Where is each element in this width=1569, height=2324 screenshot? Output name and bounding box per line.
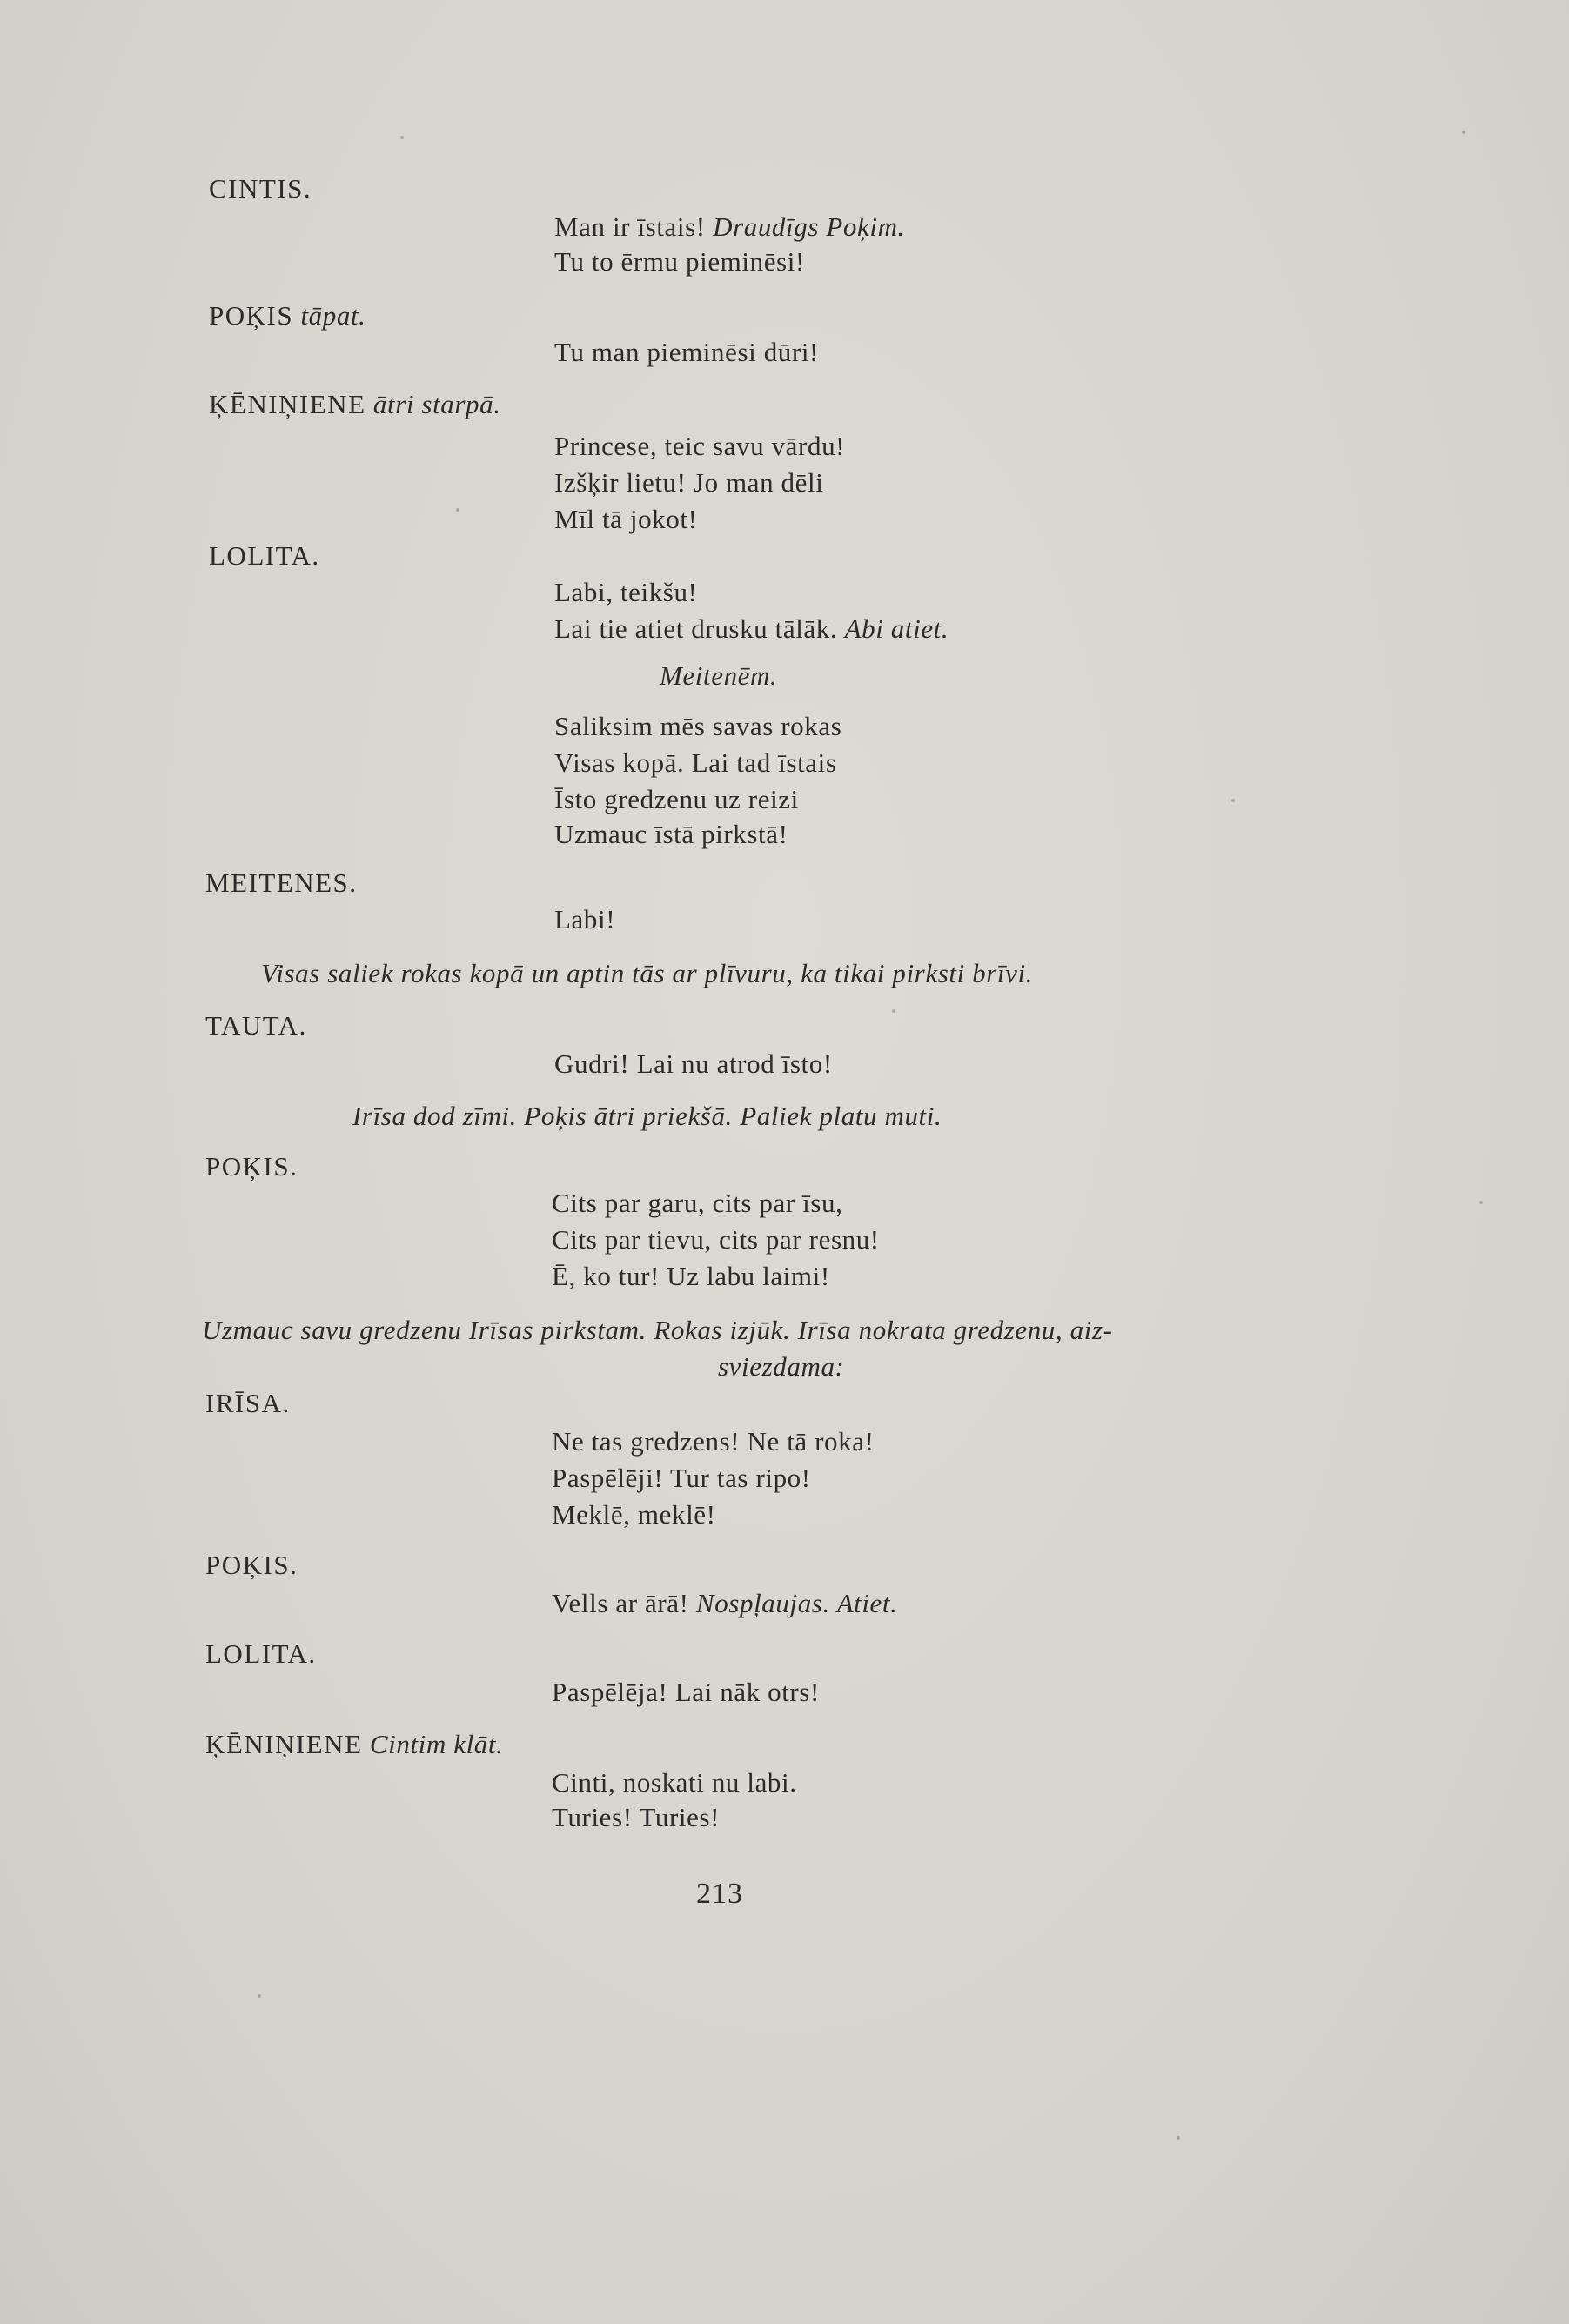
verse-line: Mīl tā jokot! bbox=[554, 504, 698, 534]
verse-line: Visas kopā. Lai tad īstais bbox=[554, 747, 837, 778]
verse-line: Saliksim mēs savas rokas bbox=[554, 711, 842, 741]
verse-line: Cits par tievu, cits par resnu! bbox=[552, 1224, 880, 1255]
stage-direction: Nospļaujas. Atiet. bbox=[695, 1588, 898, 1618]
scan-speck bbox=[1231, 799, 1235, 802]
scan-speck bbox=[892, 1009, 895, 1013]
verse-line: Tu man pieminēsi dūri! bbox=[554, 337, 819, 367]
stage-direction: ātri starpā. bbox=[372, 389, 501, 419]
verse-line: Meklē, meklē! bbox=[552, 1499, 716, 1530]
verse-line: Ē, ko tur! Uz labu laimi! bbox=[552, 1261, 830, 1291]
verse-text: Vells ar ārā! bbox=[552, 1588, 689, 1618]
verse-line: Paspēlēja! Lai nāk otrs! bbox=[552, 1677, 820, 1707]
verse-line bbox=[552, 1585, 897, 1622]
verse-line: Princese, teic savu vārdu! bbox=[554, 431, 846, 461]
speaker-lolita: LOLITA. bbox=[209, 540, 320, 571]
verse-line: Ne tas gredzens! Ne tā roka! bbox=[552, 1426, 875, 1457]
stage-direction: Meitenēm. bbox=[660, 660, 778, 691]
speaker-keninione: ĶĒNIŅIENE bbox=[209, 389, 366, 419]
stage-direction: Cintim klāt. bbox=[369, 1729, 504, 1759]
scan-speck bbox=[258, 1994, 261, 1998]
scan-speck bbox=[1177, 2136, 1180, 2140]
scan-speck bbox=[456, 508, 459, 512]
speaker-pokis: POĶIS bbox=[209, 300, 294, 331]
speaker-pokis: POĶIS. bbox=[205, 1151, 298, 1182]
speaker-line bbox=[205, 1726, 503, 1763]
stage-direction: Irīsa dod zīmi. Poķis ātri priekšā. Paliek platu muti. bbox=[352, 1101, 942, 1131]
speaker-tauta: TAUTA. bbox=[205, 1010, 307, 1041]
verse-line: Cinti, noskati nu labi. bbox=[552, 1767, 797, 1798]
verse-line: Īsto gredzenu uz reizi bbox=[554, 784, 799, 814]
verse-line: Cits par garu, cits par īsu, bbox=[552, 1188, 843, 1218]
scan-speck bbox=[1462, 131, 1465, 134]
speaker-cintis: CINTIS. bbox=[209, 173, 312, 204]
verse-line bbox=[554, 209, 905, 245]
stage-direction: tāpat. bbox=[300, 300, 366, 331]
scan-speck bbox=[400, 136, 404, 139]
stage-direction: Abi atiet. bbox=[844, 613, 949, 644]
speaker-line bbox=[209, 386, 501, 423]
verse-line: Tu to ērmu pieminēsi! bbox=[554, 246, 805, 277]
verse-line: Paspēlēji! Tur tas ripo! bbox=[552, 1463, 811, 1493]
stage-direction: Visas saliek rokas kopā un aptin tās ar plīvuru, ka tikai pirksti brīvi. bbox=[261, 958, 1034, 988]
verse-line: Uzmauc īstā pirkstā! bbox=[554, 819, 788, 849]
stage-direction: sviezdama: bbox=[718, 1351, 845, 1382]
stage-direction: Draudīgs Poķim. bbox=[713, 211, 905, 242]
speaker-lolita: LOLITA. bbox=[205, 1638, 317, 1669]
speaker-meitenes: MEITENES. bbox=[205, 867, 358, 898]
verse-line bbox=[554, 611, 949, 647]
verse-line: Labi, teikšu! bbox=[554, 577, 698, 607]
verse-line: Labi! bbox=[554, 904, 616, 934]
scan-speck bbox=[1479, 1201, 1483, 1204]
stage-direction: Uzmauc savu gredzenu Irīsas pirkstam. Rokas izjūk. Irīsa nokrata gredzenu, aiz- bbox=[202, 1315, 1113, 1345]
verse-line: Izšķir lietu! Jo man dēli bbox=[554, 467, 824, 498]
speaker-pokis: POĶIS. bbox=[205, 1550, 298, 1580]
verse-text: Man ir īstais! bbox=[554, 211, 706, 242]
page-number: 213 bbox=[696, 1878, 743, 1910]
verse-line: Gudri! Lai nu atrod īsto! bbox=[554, 1048, 833, 1079]
speaker-line bbox=[209, 298, 366, 334]
speaker-keninione: ĶĒNIŅIENE bbox=[205, 1729, 363, 1759]
verse-text: Lai tie atiet drusku tālāk. bbox=[554, 613, 838, 644]
speaker-irisa: IRĪSA. bbox=[205, 1388, 291, 1418]
verse-line: Turies! Turies! bbox=[552, 1802, 721, 1832]
